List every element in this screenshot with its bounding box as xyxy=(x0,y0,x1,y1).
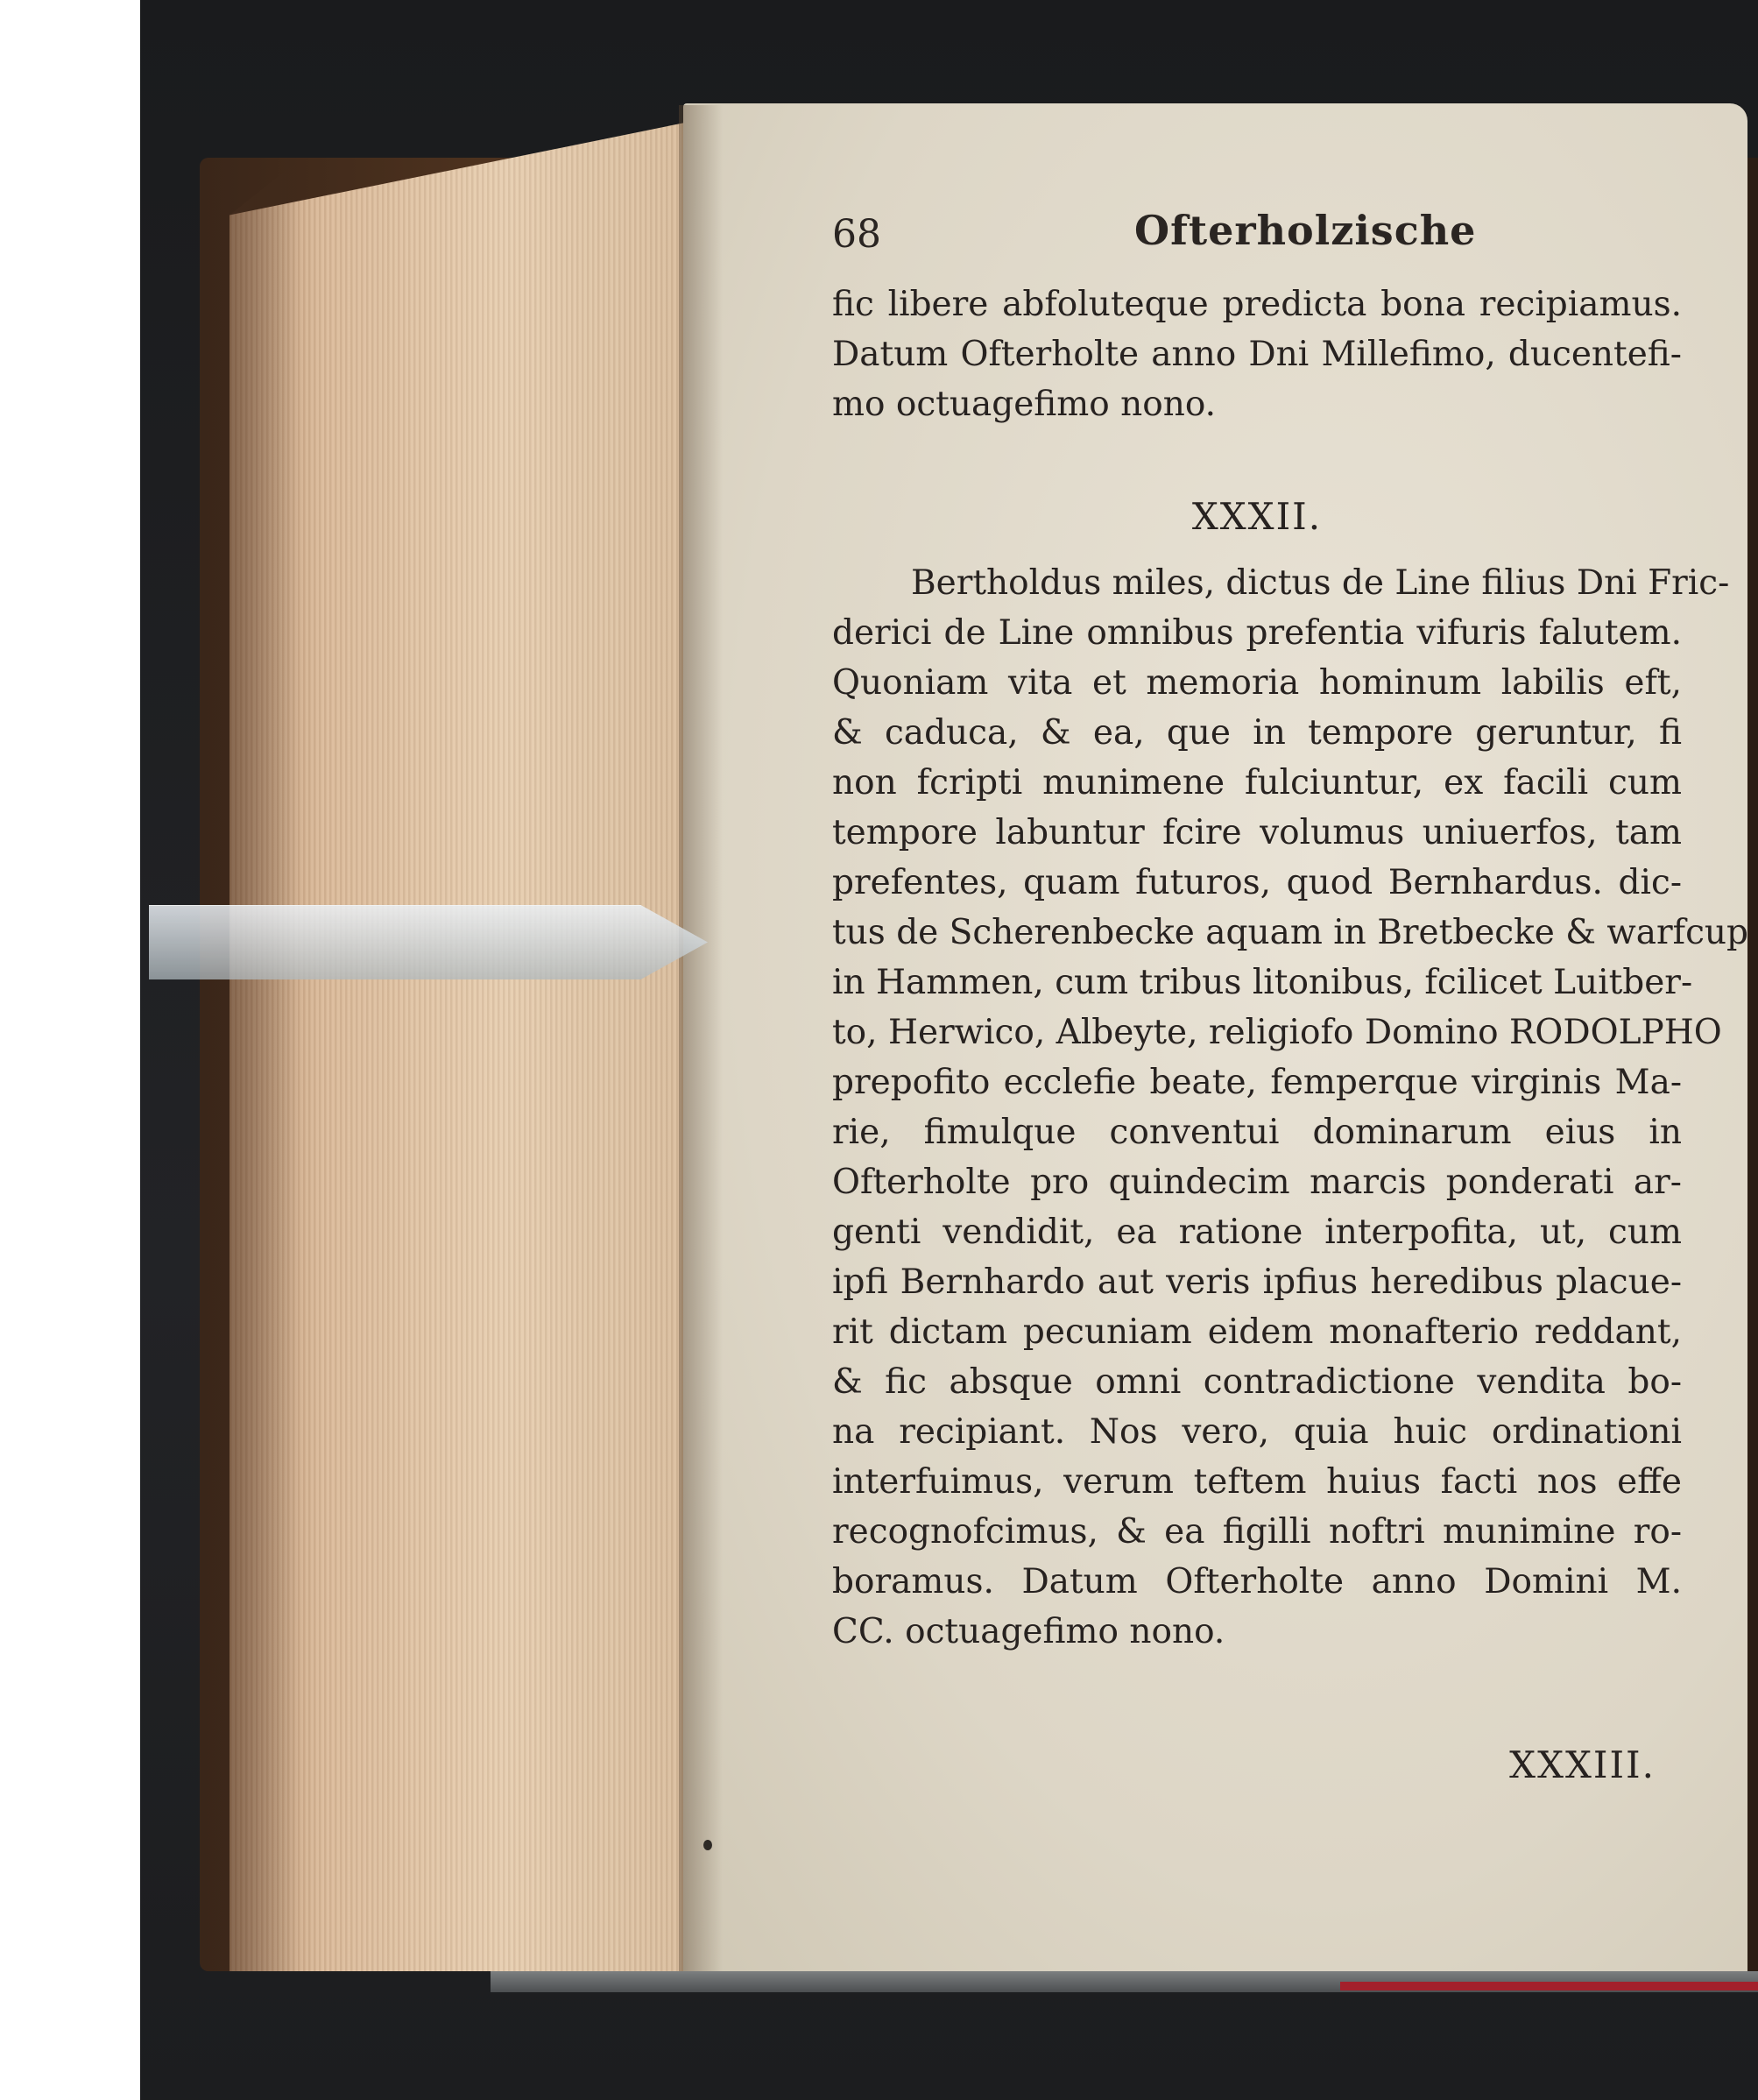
text-line: derici de Line omnibus prefentia vifuris falutem. xyxy=(832,613,1682,653)
text-line: fic libere abfoluteque predicta bona recipiamus. xyxy=(832,285,1682,324)
text-line: recognofcimus, & ea figilli noftri munimine ro- xyxy=(832,1512,1682,1552)
text-line: Ofterholte pro quindecim marcis ponderati ar- xyxy=(832,1163,1682,1202)
text-line: prepofito ecclefie beate, femperque virginis Ma- xyxy=(832,1063,1682,1102)
text-line: Datum Ofterholte anno Dni Millefimo, ducentefi- xyxy=(832,335,1682,374)
running-head: Ofterholzische xyxy=(1134,207,1477,254)
text-line: Bertholdus miles, dictus de Line filius Dni Fric- xyxy=(911,563,1730,603)
text-line: mo octuagefimo nono. xyxy=(832,385,1217,424)
bookmark xyxy=(149,905,708,979)
catchword: XXXIII. xyxy=(1509,1743,1656,1786)
text-line: tus de Scherenbecke aquam in Bretbecke & warfcup xyxy=(832,913,1748,952)
text-line: to, Herwico, Albeyte, religiofo Domino RODOLPHO xyxy=(832,1013,1722,1052)
text-line: rit dictam pecuniam eidem monafterio reddant, xyxy=(832,1312,1682,1352)
text-line: prefentes, quam futuros, quod Bernhardus. dic- xyxy=(832,863,1682,902)
text-line: interfuimus, verum teftem huius facti nos effe xyxy=(832,1462,1682,1502)
text-line: ipfi Bernhardo aut veris ipfius heredibus placue- xyxy=(832,1262,1682,1302)
section-heading: XXXII. xyxy=(1191,495,1323,538)
ink-spot xyxy=(703,1840,712,1850)
text-line: rie, fimulque conventui dominarum eius in xyxy=(832,1113,1682,1152)
page-gutter xyxy=(679,105,723,1989)
text-line: boramus. Datum Ofterholte anno Domini M. xyxy=(832,1562,1682,1602)
page-block-shadow xyxy=(229,123,300,1971)
text-line: na recipiant. Nos vero, quia huic ordinationi xyxy=(832,1412,1682,1452)
text-line: tempore labuntur fcire volumus uniuerfos, tam xyxy=(832,813,1682,852)
text-line: in Hammen, cum tribus litonibus, fcilicet Luitber- xyxy=(832,963,1693,1002)
text-line: & fic absque omni contradictione vendita bo- xyxy=(832,1362,1682,1402)
text-line: genti vendidit, ea ratione interpofita, ut, cum xyxy=(832,1213,1682,1252)
red-page-edge xyxy=(1340,1982,1758,1990)
text-line: CC. octuagefimo nono. xyxy=(832,1612,1225,1651)
text-line: Quoniam vita et memoria hominum labilis eft, xyxy=(832,663,1682,703)
text-line: & caduca, & ea, que in tempore geruntur, fi xyxy=(832,713,1682,753)
text-line: non fcripti munimene fulciuntur, ex facili cum xyxy=(832,763,1682,803)
page-header xyxy=(832,203,1691,273)
scan-margin xyxy=(0,0,140,2100)
page-number: 68 xyxy=(832,212,881,257)
